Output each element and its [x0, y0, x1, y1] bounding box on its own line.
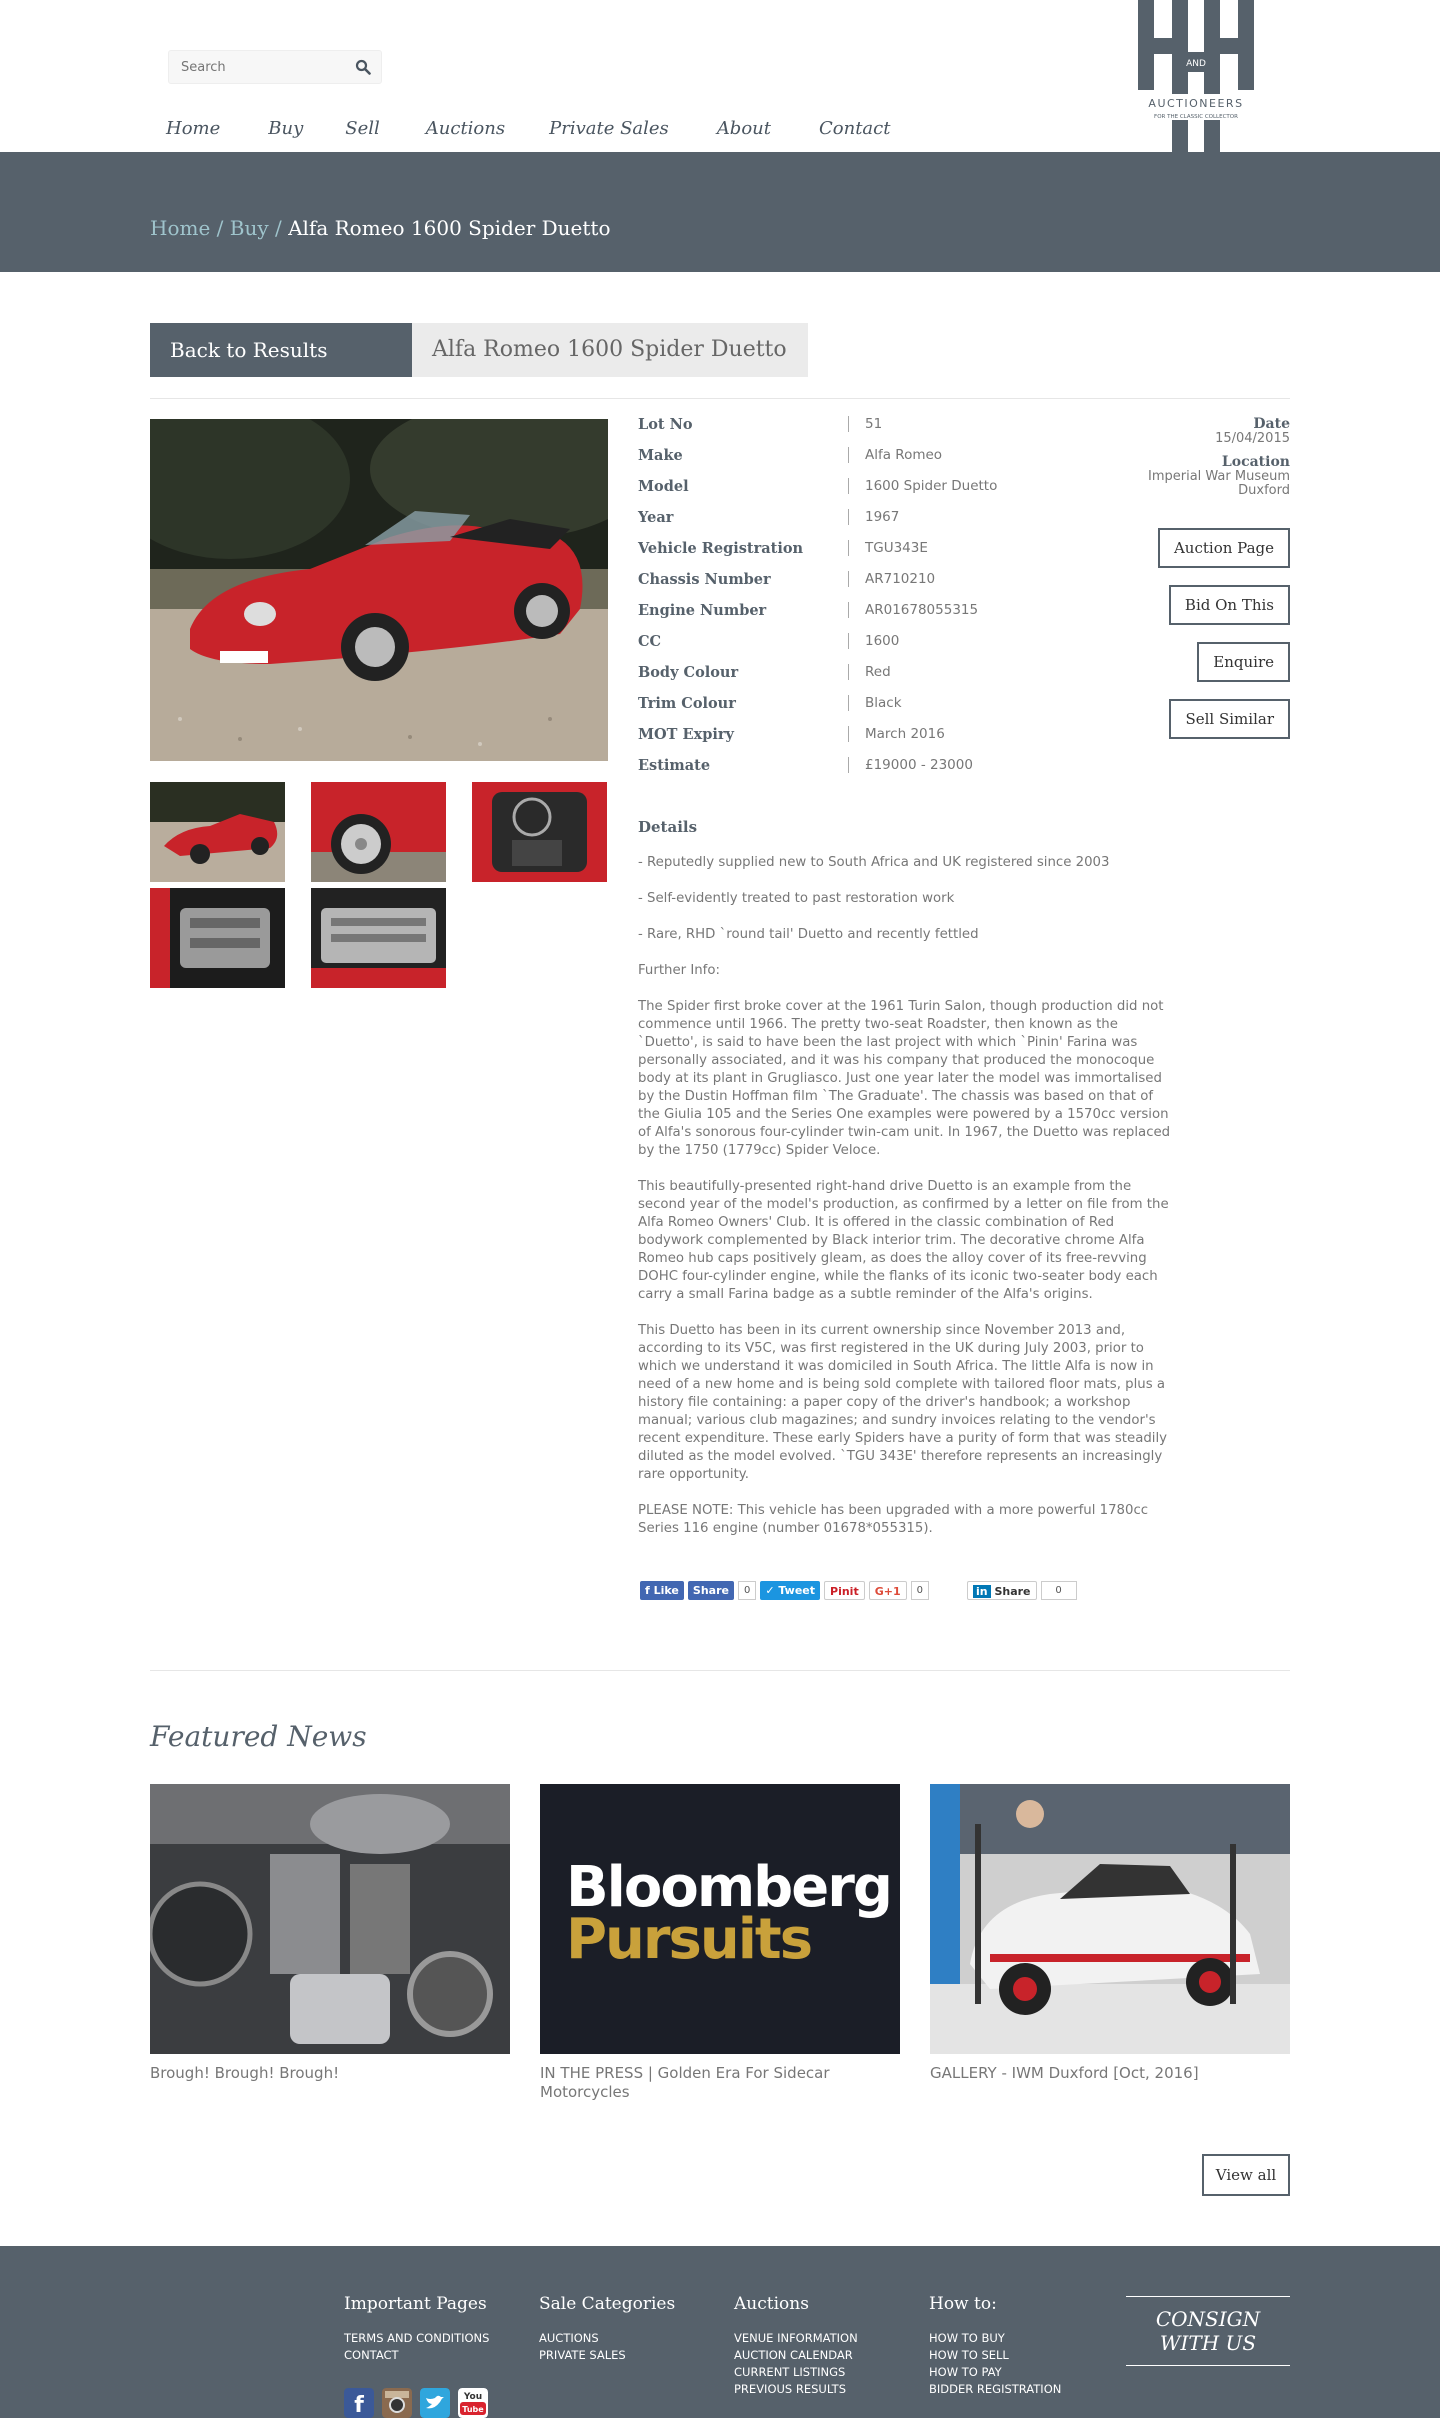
footer-link-how-to-pay[interactable]: HOW TO PAY: [929, 2365, 1002, 2379]
facebook-share-button[interactable]: Share: [688, 1581, 734, 1600]
breadcrumb-bar: [0, 152, 1440, 272]
divider: [150, 398, 1290, 399]
consign-line-1: CONSIGN: [1155, 2307, 1261, 2331]
auction-page-button[interactable]: Auction Page: [1158, 528, 1290, 568]
nav-home[interactable]: Home: [166, 118, 221, 139]
divider: [150, 1670, 1290, 1671]
footer-col-title: Important Pages: [344, 2294, 487, 2314]
lot-details: [638, 818, 1178, 1556]
nav-private-sales[interactable]: Private Sales: [549, 118, 669, 139]
footer-col-important-pages: [344, 2294, 489, 2364]
details-bullet: - Rare, RHD `round tail' Duetto and recently fettled: [638, 927, 979, 942]
spec-row: [638, 476, 1138, 507]
spec-label: MOT Expiry: [638, 726, 734, 743]
footer-link-current-listings[interactable]: CURRENT LISTINGS: [734, 2365, 846, 2379]
spec-row: [638, 693, 1138, 724]
social-share-bar: [640, 1580, 1077, 1600]
footer-col-how-to: [929, 2294, 1061, 2398]
spec-label: Trim Colour: [638, 695, 736, 712]
spec-label: Model: [638, 478, 689, 495]
news-image-porsche-display[interactable]: [930, 1784, 1290, 2054]
tweet-label: Tweet: [778, 1583, 816, 1597]
news-caption[interactable]: GALLERY - IWM Duxford [Oct, 2016]: [930, 2064, 1199, 2082]
spec-label: Body Colour: [638, 664, 739, 681]
spec-separator: [848, 726, 849, 742]
thumbnail-engine[interactable]: [150, 888, 285, 988]
spec-value: AR01678055315: [865, 602, 979, 618]
thumbnail-car-side[interactable]: [150, 782, 285, 882]
spec-label: Engine Number: [638, 602, 767, 619]
facebook-icon: f: [645, 1583, 654, 1597]
spec-value: 51: [865, 416, 883, 432]
spec-separator: [848, 664, 849, 680]
spec-value: TGU343E: [865, 540, 928, 556]
svg-text:AUCTIONEERS: AUCTIONEERS: [1148, 97, 1244, 110]
date-label: Date: [1253, 416, 1290, 432]
consign-line-2: WITH US: [1159, 2331, 1257, 2355]
spec-separator: [848, 571, 849, 587]
pinterest-button[interactable]: Pinit: [824, 1581, 865, 1600]
instagram-icon[interactable]: [382, 2388, 412, 2418]
location-line-1: Imperial War Museum: [1147, 469, 1290, 484]
news-card[interactable]: [930, 1784, 1290, 2083]
footer-link-venue-information[interactable]: VENUE INFORMATION: [734, 2331, 858, 2345]
footer-link-bidder-registration[interactable]: BIDDER REGISTRATION: [929, 2382, 1062, 2396]
footer-link-auctions[interactable]: AUCTIONS: [539, 2331, 599, 2345]
spec-value: 1967: [865, 509, 900, 525]
back-to-results-button[interactable]: Back to Results: [150, 323, 412, 377]
spec-separator: [848, 478, 849, 494]
pursuits-wordmark: Pursuits: [566, 1907, 812, 1972]
details-paragraph: PLEASE NOTE: This vehicle has been upgraded with a more powerful 1780cc Series 116 engine (number 01678*055315).: [638, 1503, 1149, 1536]
news-card[interactable]: [150, 1784, 510, 2083]
spec-value: Black: [865, 695, 902, 711]
spec-row: [638, 445, 1138, 476]
details-paragraph: This beautifully-presented right-hand drive Duetto is an example from the second year of the model's production, as confirmed by a letter on file from the Alfa Romeo Owners' Club. It is offered in the classic combination of Red bodywork complemented by Black interior trim. The decorative chrome Alfa Romeo hub caps positively gleam, as does the alloy cover of its free-revving DOHC four-cylinder engine, while the flanks of its iconic two-seater body each carry a small Farina badge as a subtle reminder of the Alfa's origins.: [638, 1179, 1169, 1302]
breadcrumb-separator: /: [210, 216, 230, 240]
footer-col-title: Sale Categories: [539, 2294, 676, 2314]
search-box: [168, 50, 382, 84]
facebook-icon[interactable]: [344, 2388, 374, 2418]
details-heading: Details: [638, 818, 698, 836]
site-header: [0, 0, 1440, 152]
main-nav: [166, 118, 890, 139]
svg-text:FOR THE CLASSIC COLLECTOR: FOR THE CLASSIC COLLECTOR: [1154, 114, 1238, 120]
view-all-button[interactable]: View all: [1202, 2154, 1290, 2196]
footer-col-auctions: [734, 2294, 858, 2398]
spec-value: £19000 - 23000: [865, 757, 973, 773]
bloomberg-pursuits-logo[interactable]: [540, 1784, 900, 2054]
bid-on-this-button[interactable]: Bid On This: [1169, 585, 1290, 625]
spec-separator: [848, 540, 849, 556]
linkedin-share-label: Share: [994, 1584, 1031, 1598]
spec-value: 1600: [865, 633, 900, 649]
details-paragraph: This Duetto has been in its current ownership since November 2013 and, according to its V5C, was first registered in the UK during July 2003, prior to which we understand it was domiciled in South Africa. The little Alfa is now in need of a new home and is being sold complete with tailored floor mats, plus a history file containing: a paper copy of the driver's handbook; a workshop manual; various club magazines; and sundry invoices relating to the vendor's recent expenditure. These early Spiders have a purity of form that was steadily diluted as the model evolved. `TGU 343E' therefore represents an increasingly rare opportunity.: [638, 1323, 1168, 1482]
footer-link-how-to-sell[interactable]: HOW TO SELL: [929, 2348, 1009, 2362]
like-label: Like: [653, 1583, 679, 1597]
bloomberg-wordmark: Bloomberg: [566, 1855, 891, 1920]
twitter-icon[interactable]: [420, 2388, 450, 2418]
nav-buy[interactable]: Buy: [268, 118, 304, 139]
spec-row: [638, 662, 1138, 693]
location-line-2: Duxford: [1238, 483, 1290, 498]
search-input[interactable]: [169, 51, 339, 83]
nav-auctions[interactable]: Auctions: [425, 118, 506, 139]
spec-value: March 2016: [865, 726, 945, 742]
news-caption[interactable]: IN THE PRESS | Golden Era For Sidecar Motorcycles: [540, 2064, 830, 2101]
lot-title: Alfa Romeo 1600 Spider Duetto: [412, 323, 808, 377]
svg-text:AND: AND: [1186, 59, 1206, 69]
spec-label: Vehicle Registration: [638, 540, 804, 557]
linkedin-count: 0: [1041, 1581, 1077, 1600]
enquire-button[interactable]: Enquire: [1197, 642, 1290, 682]
spec-separator: [848, 757, 849, 773]
footer-link-private-sales[interactable]: PRIVATE SALES: [539, 2348, 626, 2362]
svg-text:You: You: [463, 2392, 483, 2402]
footer-link-terms[interactable]: TERMS AND CONDITIONS: [344, 2331, 490, 2345]
linkedin-icon: in: [973, 1585, 991, 1598]
footer-col-title: How to:: [929, 2294, 997, 2314]
breadcrumb-home[interactable]: Home: [150, 216, 211, 240]
spec-value: 1600 Spider Duetto: [865, 478, 998, 494]
breadcrumb-separator: /: [268, 216, 289, 240]
spec-row: [638, 600, 1138, 631]
news-card[interactable]: [540, 1784, 900, 2102]
spec-label: Make: [638, 447, 683, 464]
details-paragraph: The Spider first broke cover at the 1961 Turin Salon, though production did not commence until 1966. The pretty two-seat Roadster, then known as the `Duetto', is said to have been the last project with which `Pinin' Farina was personally associated, and it was his company that produced the monocoque body at its plant in Grugliasco. Just one year later the model was immortalised by the Dustin Hoffman film `The Graduate'. The chassis was based on that of the Giulia 105 and the Series One examples were powered by a 1570cc version of Alfa's sonorous four-cylinder twin-cam unit. In 1967, the Duetto was replaced by the 1750 (1779cc) Spider Veloce.: [638, 999, 1171, 1158]
spec-separator: [848, 695, 849, 711]
auction-meta: [1148, 416, 1290, 498]
h-and-h-logo[interactable]: [1134, 0, 1258, 152]
spec-separator: [848, 633, 849, 649]
sell-similar-button[interactable]: Sell Similar: [1169, 699, 1290, 739]
main-car-photo[interactable]: [150, 419, 608, 761]
spec-row: [638, 755, 1138, 786]
tweet-button[interactable]: [760, 1581, 820, 1600]
featured-news-heading: Featured News: [150, 1720, 367, 1753]
spec-separator: [848, 602, 849, 618]
location-label: Location: [1221, 454, 1290, 470]
footer-link-previous-results[interactable]: PREVIOUS RESULTS: [734, 2382, 846, 2396]
search-icon[interactable]: [355, 59, 371, 75]
spec-separator: [848, 416, 849, 432]
further-info-label: Further Info:: [638, 963, 720, 978]
google-plus-button[interactable]: G+1: [869, 1581, 907, 1600]
spec-separator: [848, 447, 849, 463]
footer-link-auction-calendar[interactable]: AUCTION CALENDAR: [734, 2348, 853, 2362]
nav-about[interactable]: About: [716, 118, 771, 139]
nav-sell[interactable]: Sell: [345, 118, 380, 139]
thumbnail-engine-detail[interactable]: [311, 888, 446, 988]
spec-value: AR710210: [865, 571, 936, 587]
footer-social-icons: [344, 2388, 488, 2418]
svg-text:f: f: [354, 2393, 364, 2418]
site-footer: [0, 2246, 1440, 2418]
spec-row: [638, 569, 1138, 600]
footer-col-sale-categories: [539, 2294, 675, 2364]
details-bullet: - Reputedly supplied new to South Africa and UK registered since 2003: [638, 855, 1110, 870]
svg-text:Tube: Tube: [462, 2405, 484, 2414]
footer-col-title: Auctions: [734, 2294, 809, 2314]
spec-label: Chassis Number: [638, 571, 771, 588]
spec-row: [638, 507, 1138, 538]
spec-row: [638, 631, 1138, 662]
news-caption[interactable]: Brough! Brough! Brough!: [150, 2064, 340, 2082]
spec-row: [638, 414, 1138, 445]
youtube-icon[interactable]: [458, 2388, 488, 2418]
breadcrumb: [150, 216, 611, 240]
thumbnail-interior[interactable]: [472, 782, 607, 882]
spec-label: CC: [638, 633, 662, 650]
facebook-count: 0: [738, 1581, 756, 1600]
lot-specifications: [638, 414, 1138, 786]
spec-row: [638, 724, 1138, 755]
footer-link-how-to-buy[interactable]: HOW TO BUY: [929, 2331, 1005, 2345]
spec-value: Red: [865, 664, 891, 680]
footer-link-contact[interactable]: CONTACT: [344, 2348, 399, 2362]
spec-row: [638, 538, 1138, 569]
facebook-like-button[interactable]: [640, 1581, 684, 1600]
twitter-icon: ✓: [765, 1583, 779, 1597]
date-value: 15/04/2015: [1215, 431, 1290, 446]
details-bullet: - Self-evidently treated to past restoration work: [638, 891, 955, 906]
news-image-motorcycle-engine[interactable]: [150, 1784, 510, 2054]
breadcrumb-current: Alfa Romeo 1600 Spider Duetto: [288, 216, 611, 240]
spec-label: Estimate: [638, 757, 711, 774]
spec-separator: [848, 509, 849, 525]
thumbnail-wheel[interactable]: [311, 782, 446, 882]
spec-value: Alfa Romeo: [865, 447, 943, 463]
linkedin-share-button[interactable]: [967, 1581, 1037, 1600]
spec-label: Year: [638, 509, 674, 526]
google-plus-count: 0: [911, 1581, 929, 1600]
nav-contact[interactable]: Contact: [819, 118, 891, 139]
spec-label: Lot No: [638, 416, 693, 433]
consign-with-us-button[interactable]: [1126, 2296, 1290, 2366]
breadcrumb-buy[interactable]: Buy: [229, 216, 269, 240]
